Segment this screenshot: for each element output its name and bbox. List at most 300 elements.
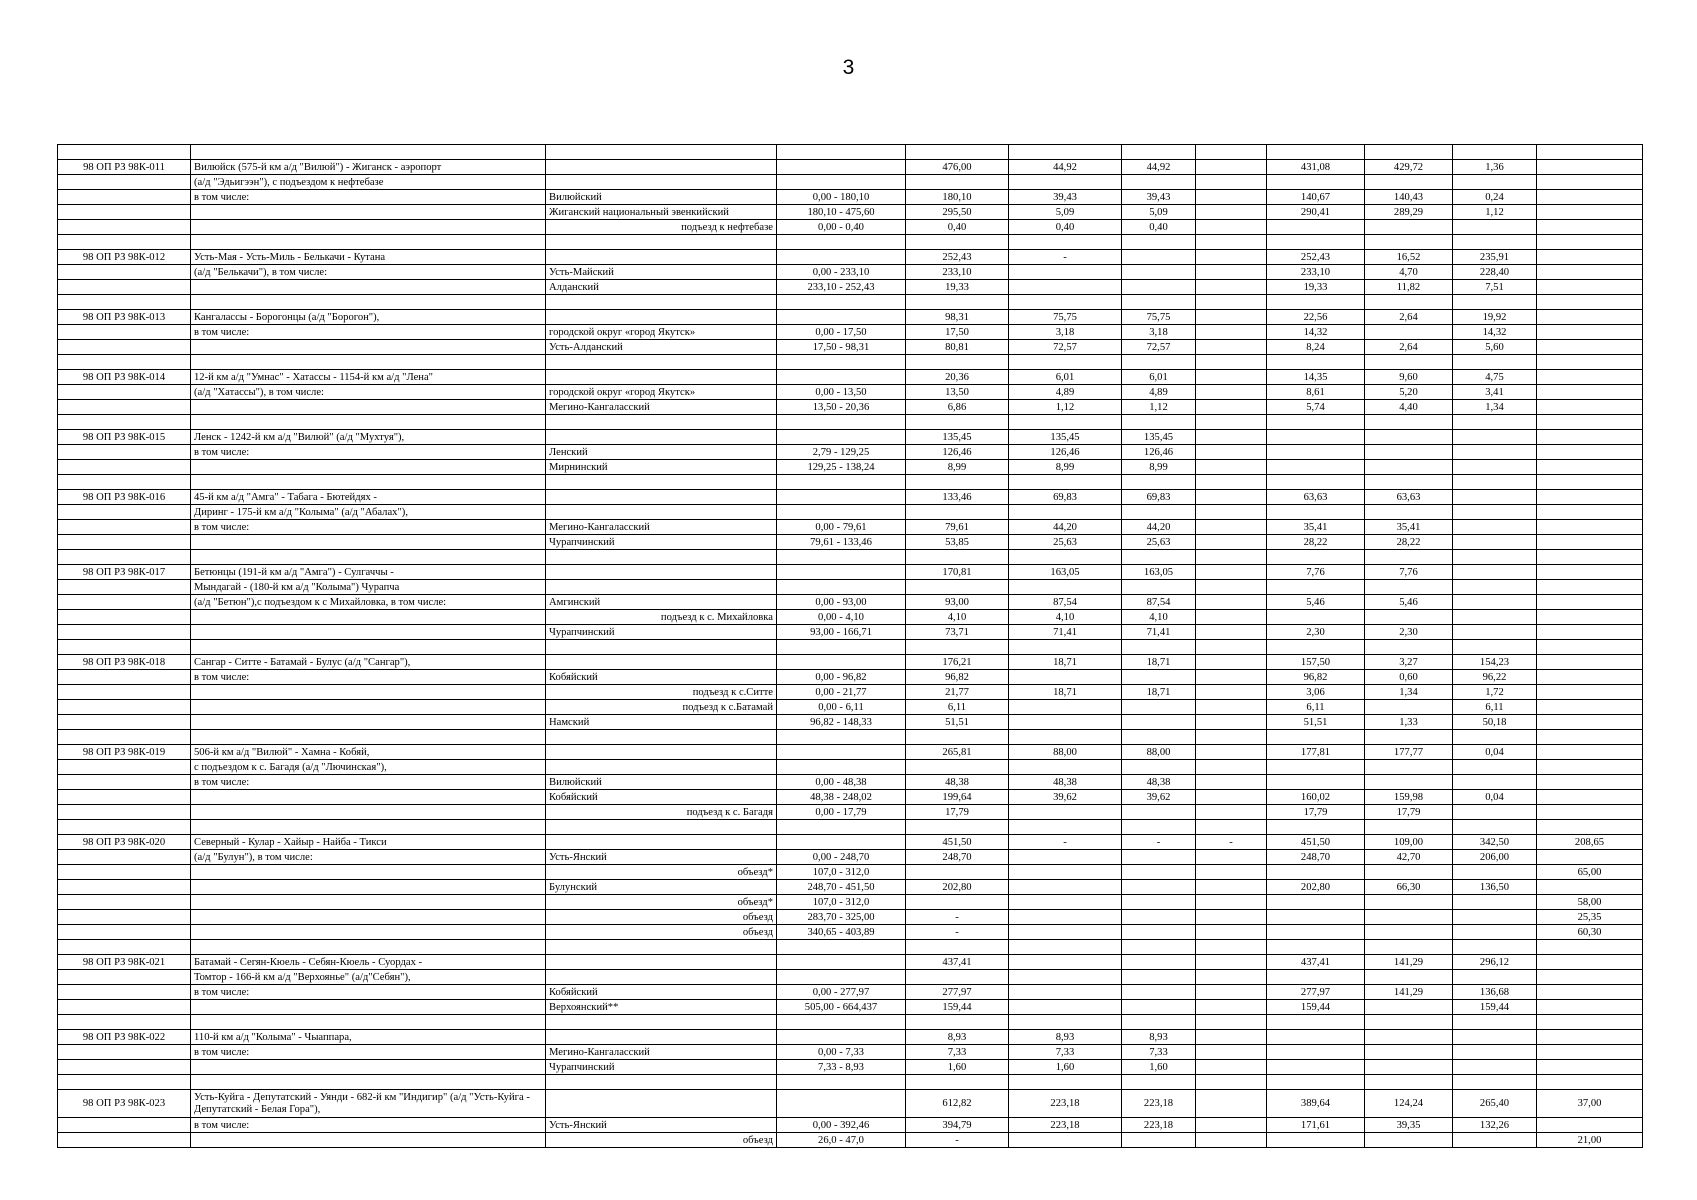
cell-val-col-10: 265,40 xyxy=(1453,1090,1537,1118)
cell-road-name: Сангар - Ситте - Батамай - Булус (а/д "Сангар"), xyxy=(191,655,546,670)
cell-val-col-5 xyxy=(1009,175,1122,190)
cell-val-col-8: 22,56 xyxy=(1267,310,1365,325)
cell-val-col-9: 2,30 xyxy=(1365,625,1453,640)
cell-val-col-8 xyxy=(1267,175,1365,190)
cell-road-code: 98 ОП РЗ 98К-017 xyxy=(58,565,191,580)
cell-val-col-9: 141,29 xyxy=(1365,985,1453,1000)
cell-total-length xyxy=(906,355,1009,370)
cell-km-range: 0,00 - 248,70 xyxy=(777,850,906,865)
cell-total-length: 93,00 xyxy=(906,595,1009,610)
cell-val-col-11 xyxy=(1537,400,1643,415)
cell-val-col-9 xyxy=(1365,325,1453,340)
cell-km-range xyxy=(777,940,906,955)
cell-val-col-11 xyxy=(1537,520,1643,535)
cell-val-col-7 xyxy=(1196,1000,1267,1015)
cell-val-col-10: 1,72 xyxy=(1453,685,1537,700)
cell-val-col-10: 50,18 xyxy=(1453,715,1537,730)
cell-road-code xyxy=(58,520,191,535)
cell-total-length: 48,38 xyxy=(906,775,1009,790)
cell-val-col-6 xyxy=(1122,850,1196,865)
cell-total-length: 53,85 xyxy=(906,535,1009,550)
cell-total-length xyxy=(906,1015,1009,1030)
cell-km-range: 180,10 - 475,60 xyxy=(777,205,906,220)
cell-km-range: 79,61 - 133,46 xyxy=(777,535,906,550)
cell-road-name: Усть-Мая - Усть-Миль - Белькачи - Кутана xyxy=(191,250,546,265)
cell-val-col-10 xyxy=(1453,235,1537,250)
table-row xyxy=(58,595,1643,610)
cell-val-col-6: 18,71 xyxy=(1122,655,1196,670)
cell-val-col-7 xyxy=(1196,700,1267,715)
table-row xyxy=(58,1133,1643,1148)
cell-total-length: 19,33 xyxy=(906,280,1009,295)
cell-val-col-10: 14,32 xyxy=(1453,325,1537,340)
cell-val-col-11 xyxy=(1537,220,1643,235)
cell-val-col-9: 42,70 xyxy=(1365,850,1453,865)
cell-val-col-10 xyxy=(1453,775,1537,790)
cell-val-col-5: 7,33 xyxy=(1009,1045,1122,1060)
cell-val-col-8: 160,02 xyxy=(1267,790,1365,805)
cell-val-col-9 xyxy=(1365,355,1453,370)
cell-val-col-7 xyxy=(1196,1090,1267,1118)
table-row xyxy=(58,610,1643,625)
cell-val-col-6: 223,18 xyxy=(1122,1118,1196,1133)
cell-km-range: 0,00 - 392,46 xyxy=(777,1118,906,1133)
cell-val-col-9: 9,60 xyxy=(1365,370,1453,385)
cell-val-col-11 xyxy=(1537,760,1643,775)
cell-val-col-10 xyxy=(1453,460,1537,475)
cell-km-range: 248,70 - 451,50 xyxy=(777,880,906,895)
cell-road-name: 506-й км а/д "Вилюй" - Хамна - Кобяй, xyxy=(191,745,546,760)
cell-val-col-9 xyxy=(1365,415,1453,430)
cell-km-range xyxy=(777,655,906,670)
cell-total-length: 612,82 xyxy=(906,1090,1009,1118)
cell-total-length xyxy=(906,505,1009,520)
cell-total-length: 51,51 xyxy=(906,715,1009,730)
cell-val-col-7 xyxy=(1196,355,1267,370)
cell-road-code: 98 ОП РЗ 98К-023 xyxy=(58,1090,191,1118)
cell-val-col-7 xyxy=(1196,535,1267,550)
cell-road-code xyxy=(58,220,191,235)
cell-val-col-8: 252,43 xyxy=(1267,250,1365,265)
cell-val-col-9 xyxy=(1365,235,1453,250)
cell-road-name: в том числе: xyxy=(191,190,546,205)
cell-val-col-7 xyxy=(1196,880,1267,895)
cell-val-col-8: 14,35 xyxy=(1267,370,1365,385)
cell-val-col-6 xyxy=(1122,1000,1196,1015)
cell-val-col-8 xyxy=(1267,925,1365,940)
cell-district: Алданский xyxy=(546,280,777,295)
roads-table-body xyxy=(58,145,1643,1148)
cell-km-range xyxy=(777,175,906,190)
cell-val-col-10: 235,91 xyxy=(1453,250,1537,265)
cell-val-col-7 xyxy=(1196,625,1267,640)
cell-val-col-8: 6,11 xyxy=(1267,700,1365,715)
cell-road-code xyxy=(58,850,191,865)
cell-val-col-6 xyxy=(1122,550,1196,565)
cell-district: подъезд к с. Михайловка xyxy=(546,610,777,625)
cell-val-col-7 xyxy=(1196,925,1267,940)
cell-val-col-9: 1,34 xyxy=(1365,685,1453,700)
cell-val-col-10 xyxy=(1453,760,1537,775)
table-row xyxy=(58,445,1643,460)
cell-val-col-7 xyxy=(1196,670,1267,685)
cell-val-col-11 xyxy=(1537,970,1643,985)
cell-km-range: 0,00 - 6,11 xyxy=(777,700,906,715)
cell-val-col-6 xyxy=(1122,910,1196,925)
cell-road-name xyxy=(191,400,546,415)
cell-val-col-11 xyxy=(1537,685,1643,700)
cell-road-name: в том числе: xyxy=(191,520,546,535)
cell-val-col-8 xyxy=(1267,865,1365,880)
cell-total-length: 199,64 xyxy=(906,790,1009,805)
cell-val-col-10 xyxy=(1453,475,1537,490)
cell-val-col-8 xyxy=(1267,430,1365,445)
cell-road-code: 98 ОП РЗ 98К-013 xyxy=(58,310,191,325)
cell-val-col-11 xyxy=(1537,715,1643,730)
table-row xyxy=(58,925,1643,940)
cell-district: Намский xyxy=(546,715,777,730)
cell-val-col-6: 69,83 xyxy=(1122,490,1196,505)
spacer-row xyxy=(58,235,1643,250)
cell-val-col-8: 17,79 xyxy=(1267,805,1365,820)
cell-val-col-5: 126,46 xyxy=(1009,445,1122,460)
cell-val-col-9 xyxy=(1365,895,1453,910)
table-row xyxy=(58,520,1643,535)
cell-km-range xyxy=(777,475,906,490)
cell-val-col-5 xyxy=(1009,505,1122,520)
cell-val-col-9: 5,20 xyxy=(1365,385,1453,400)
cell-total-length: 0,40 xyxy=(906,220,1009,235)
cell-val-col-7 xyxy=(1196,1015,1267,1030)
cell-val-col-10 xyxy=(1453,910,1537,925)
cell-district: Чурапчинский xyxy=(546,625,777,640)
cell-val-col-7 xyxy=(1196,445,1267,460)
cell-val-col-7 xyxy=(1196,985,1267,1000)
cell-district: подъезд к с. Багадя xyxy=(546,805,777,820)
cell-road-name xyxy=(191,925,546,940)
cell-km-range: 0,00 - 96,82 xyxy=(777,670,906,685)
table-row xyxy=(58,205,1643,220)
cell-road-name xyxy=(191,235,546,250)
cell-val-col-9 xyxy=(1365,820,1453,835)
cell-val-col-6: 88,00 xyxy=(1122,745,1196,760)
cell-val-col-5 xyxy=(1009,985,1122,1000)
cell-road-code xyxy=(58,265,191,280)
cell-val-col-7 xyxy=(1196,310,1267,325)
cell-val-col-9 xyxy=(1365,925,1453,940)
cell-val-col-5: 39,62 xyxy=(1009,790,1122,805)
cell-val-col-9 xyxy=(1365,445,1453,460)
cell-val-col-5 xyxy=(1009,1075,1122,1090)
cell-road-code: 98 ОП РЗ 98К-021 xyxy=(58,955,191,970)
cell-val-col-11 xyxy=(1537,820,1643,835)
cell-district: Булунский xyxy=(546,880,777,895)
cell-val-col-11 xyxy=(1537,1000,1643,1015)
cell-val-col-8 xyxy=(1267,1045,1365,1060)
table-row xyxy=(58,580,1643,595)
cell-val-col-8: 177,81 xyxy=(1267,745,1365,760)
cell-val-col-10 xyxy=(1453,550,1537,565)
cell-district: объезд* xyxy=(546,865,777,880)
cell-val-col-10 xyxy=(1453,895,1537,910)
cell-total-length: 170,81 xyxy=(906,565,1009,580)
cell-val-col-8: 140,67 xyxy=(1267,190,1365,205)
cell-val-col-11 xyxy=(1537,235,1643,250)
cell-road-code xyxy=(58,355,191,370)
cell-val-col-7 xyxy=(1196,1133,1267,1148)
cell-total-length: 233,10 xyxy=(906,265,1009,280)
cell-road-code: 98 ОП РЗ 98К-015 xyxy=(58,430,191,445)
cell-val-col-7 xyxy=(1196,760,1267,775)
cell-km-range: 0,00 - 93,00 xyxy=(777,595,906,610)
cell-val-col-6: 126,46 xyxy=(1122,445,1196,460)
cell-district xyxy=(546,745,777,760)
cell-val-col-11 xyxy=(1537,460,1643,475)
cell-km-range xyxy=(777,760,906,775)
cell-val-col-8 xyxy=(1267,610,1365,625)
cell-val-col-7 xyxy=(1196,430,1267,445)
table-row xyxy=(58,1000,1643,1015)
cell-val-col-9 xyxy=(1365,865,1453,880)
cell-road-code xyxy=(58,475,191,490)
cell-km-range: 0,00 - 48,38 xyxy=(777,775,906,790)
cell-road-name xyxy=(191,145,546,160)
table-row xyxy=(58,1118,1643,1133)
cell-val-col-5 xyxy=(1009,940,1122,955)
cell-road-code: 98 ОП РЗ 98К-019 xyxy=(58,745,191,760)
cell-road-name: (а/д "Булун"), в том числе: xyxy=(191,850,546,865)
cell-val-col-7 xyxy=(1196,910,1267,925)
cell-road-name: Мындагай - (180-й км а/д "Колыма") Чурапча xyxy=(191,580,546,595)
cell-val-col-6: 71,41 xyxy=(1122,625,1196,640)
cell-road-code xyxy=(58,445,191,460)
cell-total-length xyxy=(906,640,1009,655)
cell-val-col-11 xyxy=(1537,265,1643,280)
cell-val-col-11 xyxy=(1537,475,1643,490)
cell-val-col-10 xyxy=(1453,175,1537,190)
cell-road-name: (а/д "Белькачи"), в том числе: xyxy=(191,265,546,280)
cell-val-col-5: 8,93 xyxy=(1009,1030,1122,1045)
cell-val-col-6 xyxy=(1122,1075,1196,1090)
spacer-row xyxy=(58,640,1643,655)
cell-val-col-6: 223,18 xyxy=(1122,1090,1196,1118)
cell-val-col-5: 6,01 xyxy=(1009,370,1122,385)
cell-total-length: 17,79 xyxy=(906,805,1009,820)
cell-val-col-6 xyxy=(1122,640,1196,655)
cell-val-col-9 xyxy=(1365,760,1453,775)
cell-district xyxy=(546,1075,777,1090)
cell-district: Усть-Янский xyxy=(546,850,777,865)
cell-road-code xyxy=(58,190,191,205)
cell-val-col-5: 0,40 xyxy=(1009,220,1122,235)
cell-val-col-5 xyxy=(1009,715,1122,730)
cell-val-col-6 xyxy=(1122,670,1196,685)
cell-val-col-7 xyxy=(1196,850,1267,865)
cell-total-length: 176,21 xyxy=(906,655,1009,670)
cell-total-length xyxy=(906,580,1009,595)
cell-val-col-11 xyxy=(1537,1015,1643,1030)
cell-km-range xyxy=(777,505,906,520)
cell-road-code xyxy=(58,805,191,820)
cell-district xyxy=(546,730,777,745)
cell-val-col-8 xyxy=(1267,1075,1365,1090)
cell-val-col-6: 1,60 xyxy=(1122,1060,1196,1075)
cell-val-col-5 xyxy=(1009,235,1122,250)
cell-total-length: 252,43 xyxy=(906,250,1009,265)
cell-val-col-7 xyxy=(1196,970,1267,985)
cell-district: объезд xyxy=(546,925,777,940)
cell-val-col-7 xyxy=(1196,175,1267,190)
cell-val-col-5 xyxy=(1009,1000,1122,1015)
cell-val-col-7 xyxy=(1196,295,1267,310)
cell-val-col-10 xyxy=(1453,1060,1537,1075)
cell-road-name: (а/д "Эдьигээн"), с подъездом к нефтебазе xyxy=(191,175,546,190)
cell-val-col-5: 18,71 xyxy=(1009,655,1122,670)
cell-val-col-5 xyxy=(1009,640,1122,655)
cell-district xyxy=(546,1015,777,1030)
table-row xyxy=(58,370,1643,385)
cell-district: Чурапчинский xyxy=(546,535,777,550)
cell-val-col-5: - xyxy=(1009,250,1122,265)
cell-road-code xyxy=(58,280,191,295)
cell-total-length: 437,41 xyxy=(906,955,1009,970)
cell-val-col-9 xyxy=(1365,1060,1453,1075)
cell-val-col-7 xyxy=(1196,580,1267,595)
cell-district xyxy=(546,505,777,520)
table-row xyxy=(58,970,1643,985)
cell-km-range xyxy=(777,430,906,445)
cell-road-name xyxy=(191,550,546,565)
cell-km-range: 283,70 - 325,00 xyxy=(777,910,906,925)
cell-val-col-9 xyxy=(1365,910,1453,925)
cell-val-col-11 xyxy=(1537,385,1643,400)
table-row xyxy=(58,760,1643,775)
table-row xyxy=(58,670,1643,685)
cell-road-name xyxy=(191,865,546,880)
cell-total-length: 180,10 xyxy=(906,190,1009,205)
cell-km-range: 0,00 - 13,50 xyxy=(777,385,906,400)
cell-val-col-6: 6,01 xyxy=(1122,370,1196,385)
cell-val-col-5: 223,18 xyxy=(1009,1090,1122,1118)
cell-road-code xyxy=(58,820,191,835)
cell-district xyxy=(546,640,777,655)
cell-km-range xyxy=(777,1090,906,1118)
cell-km-range xyxy=(777,745,906,760)
cell-val-col-5: 44,92 xyxy=(1009,160,1122,175)
cell-val-col-8 xyxy=(1267,580,1365,595)
cell-km-range: 0,00 - 4,10 xyxy=(777,610,906,625)
table-row xyxy=(58,280,1643,295)
cell-road-code xyxy=(58,535,191,550)
cell-val-col-6: 0,40 xyxy=(1122,220,1196,235)
cell-val-col-6: 163,05 xyxy=(1122,565,1196,580)
cell-val-col-6: 4,10 xyxy=(1122,610,1196,625)
cell-km-range xyxy=(777,955,906,970)
spacer-row xyxy=(58,820,1643,835)
cell-val-col-6: 48,38 xyxy=(1122,775,1196,790)
table-row xyxy=(58,850,1643,865)
cell-val-col-5 xyxy=(1009,700,1122,715)
cell-val-col-9 xyxy=(1365,175,1453,190)
cell-total-length: 6,86 xyxy=(906,400,1009,415)
cell-district xyxy=(546,835,777,850)
cell-district: городской округ «город Якутск» xyxy=(546,325,777,340)
cell-val-col-6: 5,09 xyxy=(1122,205,1196,220)
cell-val-col-9 xyxy=(1365,550,1453,565)
cell-val-col-5 xyxy=(1009,820,1122,835)
cell-val-col-10: 342,50 xyxy=(1453,835,1537,850)
cell-val-col-7 xyxy=(1196,685,1267,700)
cell-val-col-10 xyxy=(1453,970,1537,985)
cell-road-code xyxy=(58,1015,191,1030)
table-row xyxy=(58,535,1643,550)
cell-km-range xyxy=(777,970,906,985)
cell-km-range: 0,00 - 180,10 xyxy=(777,190,906,205)
cell-val-col-5: 163,05 xyxy=(1009,565,1122,580)
cell-road-code: 98 ОП РЗ 98К-018 xyxy=(58,655,191,670)
cell-val-col-9: 28,22 xyxy=(1365,535,1453,550)
cell-val-col-5: 39,43 xyxy=(1009,190,1122,205)
cell-district xyxy=(546,355,777,370)
cell-val-col-9 xyxy=(1365,640,1453,655)
cell-val-col-11 xyxy=(1537,175,1643,190)
cell-total-length xyxy=(906,820,1009,835)
cell-val-col-8 xyxy=(1267,415,1365,430)
cell-district xyxy=(546,580,777,595)
cell-val-col-6 xyxy=(1122,1015,1196,1030)
cell-val-col-5 xyxy=(1009,760,1122,775)
cell-val-col-10: 136,50 xyxy=(1453,880,1537,895)
cell-km-range: 0,00 - 21,77 xyxy=(777,685,906,700)
table-row xyxy=(58,385,1643,400)
cell-road-name xyxy=(191,535,546,550)
cell-km-range xyxy=(777,730,906,745)
cell-total-length xyxy=(906,235,1009,250)
cell-val-col-11 xyxy=(1537,610,1643,625)
cell-val-col-5 xyxy=(1009,880,1122,895)
cell-val-col-10: 19,92 xyxy=(1453,310,1537,325)
cell-road-name: 110-й км а/д "Колыма" - Чыаппара, xyxy=(191,1030,546,1045)
cell-district: городской округ «город Якутск» xyxy=(546,385,777,400)
cell-val-col-7 xyxy=(1196,190,1267,205)
cell-total-length: 73,71 xyxy=(906,625,1009,640)
cell-val-col-6: 25,63 xyxy=(1122,535,1196,550)
cell-district xyxy=(546,175,777,190)
cell-val-col-9 xyxy=(1365,1015,1453,1030)
cell-val-col-9 xyxy=(1365,475,1453,490)
cell-val-col-6 xyxy=(1122,505,1196,520)
cell-total-length: 265,81 xyxy=(906,745,1009,760)
cell-val-col-9: 16,52 xyxy=(1365,250,1453,265)
cell-district xyxy=(546,415,777,430)
cell-road-code xyxy=(58,640,191,655)
cell-val-col-8: 3,06 xyxy=(1267,685,1365,700)
cell-road-name: Бетюнцы (191-й км а/д "Амга") - Сулгаччы - xyxy=(191,565,546,580)
cell-val-col-6 xyxy=(1122,355,1196,370)
cell-val-col-7 xyxy=(1196,385,1267,400)
cell-road-name xyxy=(191,1133,546,1148)
cell-val-col-8 xyxy=(1267,550,1365,565)
spacer-row xyxy=(58,475,1643,490)
cell-val-col-10 xyxy=(1453,520,1537,535)
cell-total-length: 79,61 xyxy=(906,520,1009,535)
cell-total-length: - xyxy=(906,925,1009,940)
cell-total-length: 8,93 xyxy=(906,1030,1009,1045)
cell-val-col-7 xyxy=(1196,505,1267,520)
cell-road-name xyxy=(191,910,546,925)
cell-km-range: 340,65 - 403,89 xyxy=(777,925,906,940)
cell-val-col-8 xyxy=(1267,1133,1365,1148)
